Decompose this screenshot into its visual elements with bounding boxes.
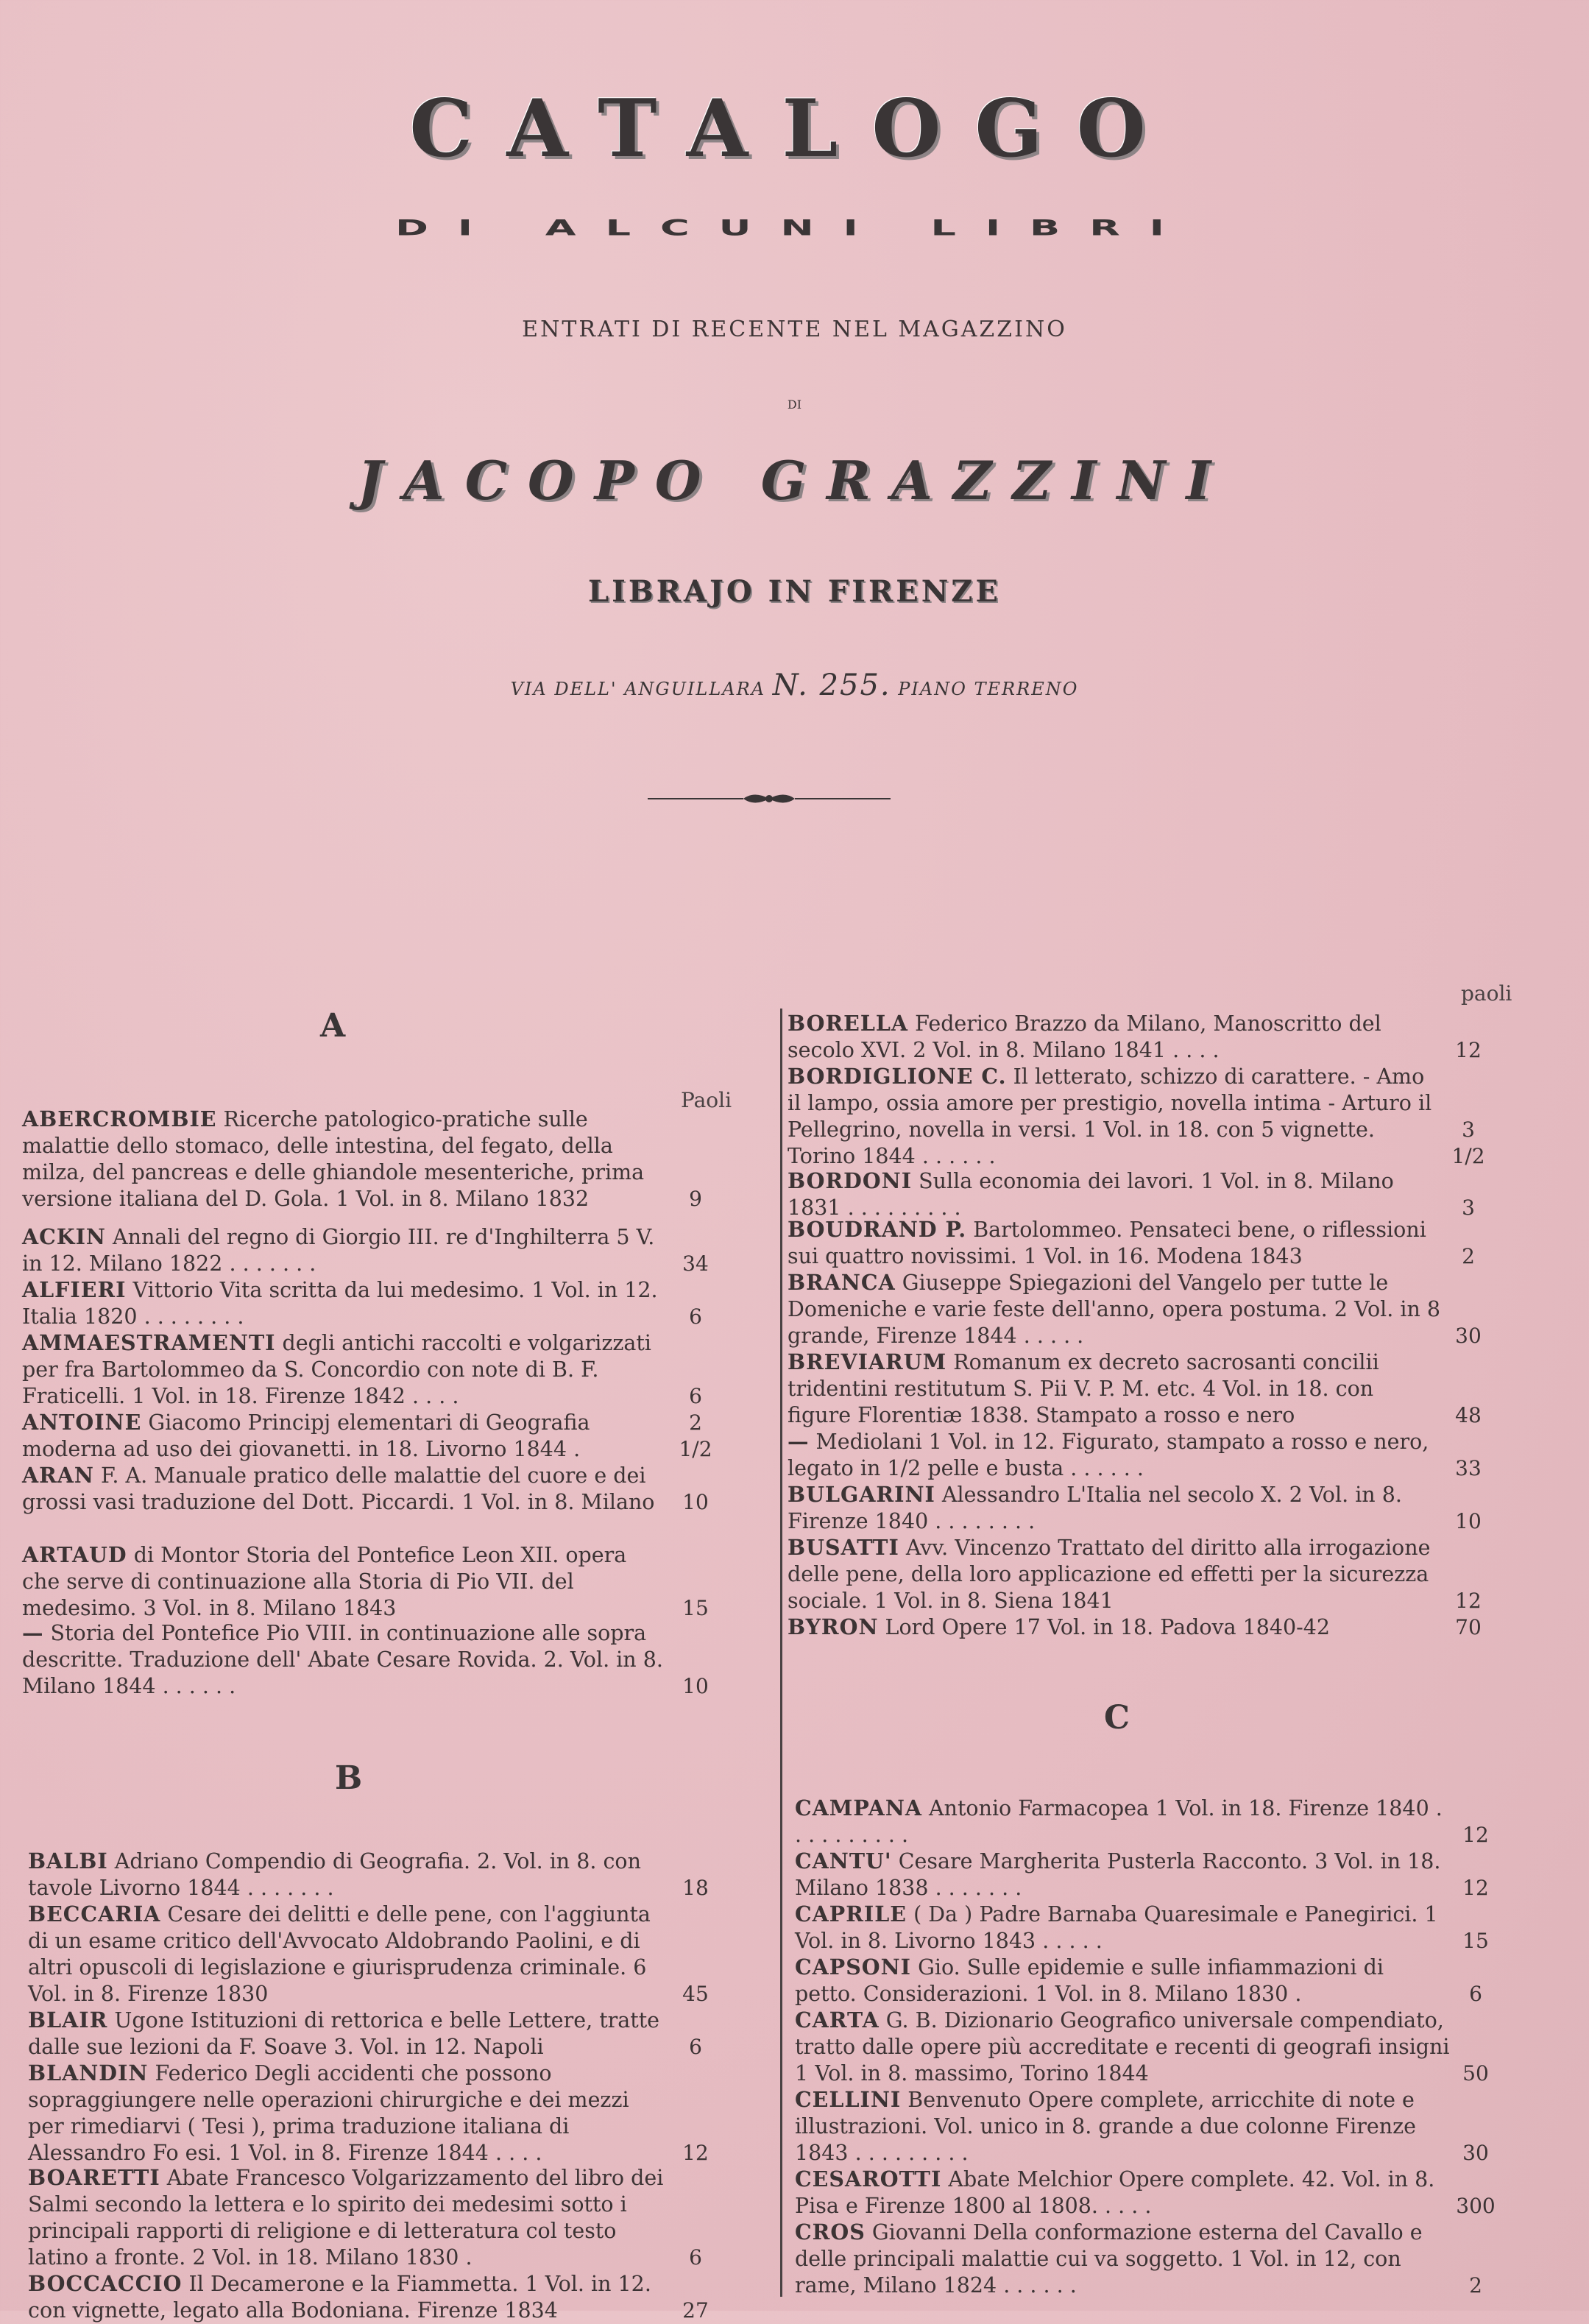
entry-description: Ugone Istituzioni di rettorica e belle Lettere, tratte dalle sue lezioni da F. Soave 3. Vol. in 12. Napoli (28, 2008, 660, 2059)
entry-description: Giacomo Principj elementari di Geografia moderna ad uso dei giovanetti. in 18. Livorno 1844 . (22, 1410, 590, 1461)
entry-author: BECCARIA (28, 1901, 161, 1926)
entry-author: CESAROTTI (795, 2166, 942, 2191)
entry-price: 12 (1455, 1589, 1482, 1613)
paoli-header-right: paoli (1461, 981, 1512, 1006)
entry-author: BALBI (28, 1848, 108, 1873)
column-divider (780, 1009, 782, 2297)
entry-author: — (22, 1620, 44, 1645)
catalog-entry (28, 1901, 709, 2007)
entry-author: ARTAUD (22, 1542, 127, 1567)
catalog-entry (28, 1848, 709, 1901)
address-floor: PIANO TERRENO (898, 679, 1079, 699)
entry-description: Mediolani 1 Vol. in 12. Figurato, stampato a rosso e nero, legato in 1/2 pelle e busta . . . . . . (788, 1430, 1429, 1480)
entry-author: BUSATTI (788, 1535, 899, 1560)
entry-author: CAMPANA (795, 1795, 922, 1820)
entry-price: 18 (682, 1876, 709, 1900)
entry-description: Sulla economia dei lavori. 1 Vol. in 8. Milano 1831 . . . . . . . . . (788, 1169, 1394, 1220)
entry-price: 45 (682, 1982, 709, 2006)
entry-price: 6 (689, 2035, 702, 2059)
entry-author: CAPRILE (795, 1901, 907, 1926)
address-street: VIA DELL' ANGUILLARA (510, 679, 766, 699)
catalog-entry (795, 1901, 1489, 1954)
catalog-entry (795, 2086, 1489, 2166)
catalog-title: CATALOGO (409, 82, 1180, 175)
entry-price: 12 (1455, 1038, 1482, 1062)
catalog-entry (28, 2060, 709, 2166)
entry-price: 12 (1462, 1876, 1489, 1900)
catalog-entry (28, 2007, 702, 2060)
ornament-divider (648, 788, 891, 810)
catalog-entry (22, 1329, 702, 1410)
catalog-entry (22, 1620, 709, 1700)
catalog-entry (795, 2219, 1482, 2299)
entry-author: BULGARINI (788, 1482, 935, 1507)
entry-price: 2 1/2 (679, 1410, 712, 1461)
entry-description: Storia del Pontefice Pio VIII. in continuazione alle sopra descritte. Traduzione dell' Abate Cesare Rovida. 2. Vol. in 8. Milano 1844 . . . . . . (22, 1621, 663, 1698)
entry-price: 50 (1462, 2061, 1489, 2085)
catalog-entry (795, 2166, 1496, 2219)
catalog-entry (795, 1954, 1482, 2007)
entry-author: BLAIR (28, 2007, 108, 2032)
entry-price: 30 (1462, 2141, 1489, 2165)
entry-price: 10 (682, 1674, 709, 1698)
entry-author: BYRON (788, 1614, 879, 1639)
entry-price: 300 (1456, 2194, 1496, 2218)
section-letter-a: A (320, 1007, 346, 1045)
entry-price: 6 (689, 1304, 702, 1329)
entry-description: ( Da ) Padre Barnaba Quaresimale e Panegirici. 1 Vol. in 8. Livorno 1843 . . . . . (795, 1902, 1438, 1953)
entry-author: BOCCACCIO (28, 2271, 183, 2296)
entry-description: Bartolommeo. Pensateci bene, o riflessioni sui quattro novissimi. 1 Vol. in 16. Modena 1843 (788, 1218, 1426, 1268)
catalog-entry (788, 1428, 1482, 1482)
entry-author: BORDIGLIONE C. (788, 1064, 1007, 1089)
entry-author: CAPSONI (795, 1954, 912, 1979)
catalog-entry (788, 1010, 1482, 1064)
catalog-entry (788, 1534, 1482, 1614)
entry-author: CARTA (795, 2007, 880, 2032)
catalog-entry (788, 1216, 1475, 1270)
entry-author: BREVIARUM (788, 1349, 947, 1374)
catalog-entry (788, 1481, 1482, 1535)
entry-description: Cesare Margherita Pusterla Racconto. 3 Vol. in 18. Milano 1838 . . . . . . . (795, 1849, 1441, 1900)
entry-description: Avv. Vincenzo Trattato del diritto alla irrogazione delle pene, della loro applicazione ed effetti per la sicurezza sociale. 1 Vol. in 8. Siena 1841 (788, 1536, 1431, 1613)
catalog-entry (795, 2007, 1489, 2087)
entry-price: 34 (682, 1251, 709, 1276)
entry-author: ACKIN (22, 1224, 106, 1249)
entry-description: degli antichi raccolti e volgarizzati per fra Bartolommeo da S. Concordio con note di B. F. Fraticelli. 1 Vol. in 18. Firenze 1842 . . . . (22, 1331, 651, 1408)
entry-author: BORDONI (788, 1168, 913, 1193)
entry-description: Federico Brazzo da Milano, Manoscritto del secolo XVI. 2 Vol. in 8. Milano 1841 . . . . (788, 1011, 1381, 1062)
section-letter-b: B (335, 1759, 363, 1797)
entry-description: Cesare dei delitti e delle pene, con l'aggiunta di un esame critico dell'Avvocato Aldobrando Paolini, e di altri opuscoli di legislazione e giurisprudenza criminale. 6 Vol. in 8. Firenze 1830 (28, 1902, 651, 2006)
entry-price: 2 (1462, 1244, 1475, 1268)
catalog-entry (22, 1106, 702, 1212)
entry-author: CROS (795, 2219, 866, 2244)
entry-author: — (788, 1429, 810, 1454)
entry-author: ALFIERI (22, 1277, 127, 1302)
entry-description: Giuseppe Spiegazioni del Vangelo per tutte le Domeniche e varie feste dell'anno, opera postuma. 2 Vol. in 8 grande, Firenze 1844 . . . . . (788, 1271, 1440, 1348)
entry-description: Vittorio Vita scritta da lui medesimo. 1 Vol. in 12. Italia 1820 . . . . . . . . (22, 1278, 658, 1329)
entry-price: 3 (1462, 1195, 1475, 1220)
entry-description: Abate Francesco Volgarizzamento del libro dei Salmi secondo la lettera e lo spirito dei medesimi sotto i principali rapporti di religione e di letteratura col testo latino a fronte. 2 Vol. in 18. Milano 1830 . (28, 2166, 664, 2270)
catalog-subtitle: DI ALCUNI LIBRI (395, 215, 1194, 241)
entry-price: 10 (1455, 1509, 1482, 1533)
entry-description: Benvenuto Opere complete, arricchite di note e illustrazioni. Vol. unico in 8. grande a due colonne Firenze 1843 . . . . . . . . . (795, 2088, 1417, 2165)
entry-description: Alessandro L'Italia nel secolo X. 2 Vol. in 8. Firenze 1840 . . . . . . . . (788, 1483, 1402, 1533)
bookseller-name: JACOPO GRAZZINI (357, 449, 1232, 512)
entry-description: Giovanni Della conformazione esterna del Cavallo e delle principali malattie cui va soggetto. 1 Vol. in 12, con rame, Milano 1824 . . . . . . (795, 2220, 1423, 2297)
entry-author: BLANDIN (28, 2060, 149, 2085)
address-number: N. 255. (772, 668, 891, 702)
entry-description: Federico Degli accidenti che possono sopraggiungere nelle operazioni chirurgiche e dei mezzi per rimediarvi ( Tesi ), prima traduzione italiana di Alessandro Fo esi. 1 Vol. in 8. Firenze 1844 . . . . (28, 2061, 629, 2165)
entry-description: Antonio Farmacopea 1 Vol. in 18. Firenze 1840 . . . . . . . . . . (795, 1796, 1443, 1847)
catalog-entry (22, 1462, 709, 1516)
entry-price: 15 (1462, 1929, 1489, 1953)
entry-author: CANTU' (795, 1848, 892, 1873)
entry-description: Ricerche patologico-pratiche sulle malattie dello stomaco, delle intestina, del fegato, della milza, del pancreas e delle ghiandole mesenteriche, prima versione italiana del D. Gola. 1 Vol. in 8. Milano 1832 (22, 1107, 645, 1211)
catalog-entry (28, 2164, 702, 2271)
catalog-entry (22, 1276, 702, 1330)
entry-author: ARAN (22, 1463, 94, 1488)
section-letter-c: C (1104, 1699, 1130, 1737)
entry-price: 9 (689, 1187, 702, 1211)
libraio-line: LIBRAJO IN FIRENZE (588, 574, 1001, 609)
catalog-entry (788, 1168, 1475, 1221)
di-line: DI (787, 398, 802, 412)
paoli-header-left: Paoli (681, 1088, 732, 1112)
entry-author: BOUDRAND P. (788, 1217, 967, 1242)
catalog-entry (22, 1223, 709, 1277)
entrati-line: ENTRATI DI RECENTE NEL MAGAZZINO (522, 317, 1067, 342)
catalog-entry (788, 1269, 1482, 1349)
entry-description: Abate Melchior Opere complete. 42. Vol. in 8. Pisa e Firenze 1800 al 1808. . . . . (795, 2167, 1435, 2218)
entry-price: 12 (1462, 1823, 1489, 1847)
entry-price: 33 (1455, 1456, 1482, 1480)
catalog-entry (795, 1848, 1489, 1901)
entry-description: Annali del regno di Giorgio III. re d'Inghilterra 5 V. in 12. Milano 1822 . . . . . . . (22, 1225, 655, 1276)
catalog-entry (28, 2270, 709, 2324)
entry-price: 12 (682, 2141, 709, 2165)
entry-price: 6 (689, 2245, 702, 2270)
entry-description: G. B. Dizionario Geografico universale compendiato, tratto dalle opere più accreditate e recenti di geografi insigni 1 Vol. in 8. massimo, Torino 1844 (795, 2008, 1450, 2085)
entry-price: 2 (1469, 2273, 1482, 2297)
catalog-entry (788, 1614, 1482, 1641)
catalog-entry (788, 1349, 1482, 1429)
entry-price: 6 (1469, 1982, 1482, 2006)
entry-author: BRANCA (788, 1270, 896, 1295)
entry-description: Lord Opere 17 Vol. in 18. Padova 1840-42 (878, 1615, 1331, 1639)
entry-price: 10 (682, 1490, 709, 1514)
entry-description: Romanum ex decreto sacrosanti concilii tridentini restitutum S. Pii V. P. M. etc. 4 Vol. in 18. con figure Florentiæ 1838. Stampato a rosso e nero (788, 1350, 1379, 1427)
entry-price: 48 (1455, 1403, 1482, 1427)
entry-description: Adriano Compendio di Geografia. 2. Vol. in 8. con tavole Livorno 1844 . . . . . . . (28, 1849, 641, 1900)
entry-author: CELLINI (795, 2087, 902, 2112)
entry-description: F. A. Manuale pratico delle malattie del cuore e dei grossi vasi traduzione del Dott. Piccardi. 1 Vol. in 8. Milano (22, 1463, 655, 1514)
address-line (0, 668, 1589, 702)
entry-description: di Montor Storia del Pontefice Leon XII. opera che serve di continuazione alla Storia di Pio VII. del medesimo. 3 Vol. in 8. Milano 1843 (22, 1543, 627, 1620)
entry-author: AMMAESTRAMENTI (22, 1330, 276, 1355)
catalog-entry (22, 1541, 709, 1622)
entry-author: BOARETTI (28, 2165, 160, 2190)
entry-author: BORELLA (788, 1011, 909, 1036)
catalog-entry (22, 1409, 712, 1463)
entry-author: ABERCROMBIE (22, 1106, 217, 1131)
entry-description: Il letterato, schizzo di carattere. - Amo il lampo, ossia amore per prestigio, novella intima - Arturo il Pellegrino, novella in versi. 1 Vol. in 18. con 5 vignette. Torino 1844 . . . . . . (788, 1064, 1432, 1168)
entry-price: 27 (682, 2298, 709, 2323)
entry-description: Gio. Sulle epidemie e sulle infiammazioni di petto. Considerazioni. 1 Vol. in 8. Milano 1830 . (795, 1955, 1384, 2006)
entry-author: ANTOINE (22, 1410, 142, 1435)
catalog-entry (795, 1795, 1489, 1848)
catalog-entry (788, 1063, 1485, 1170)
entry-description: Il Decamerone e la Fiammetta. 1 Vol. in 12. con vignette, legato alla Bodoniana. Firenze 1834 (28, 2272, 651, 2323)
entry-price: 6 (689, 1384, 702, 1408)
entry-price: 3 1/2 (1451, 1117, 1485, 1168)
entry-price: 70 (1455, 1615, 1482, 1639)
entry-price: 30 (1455, 1324, 1482, 1348)
entry-price: 15 (682, 1596, 709, 1620)
